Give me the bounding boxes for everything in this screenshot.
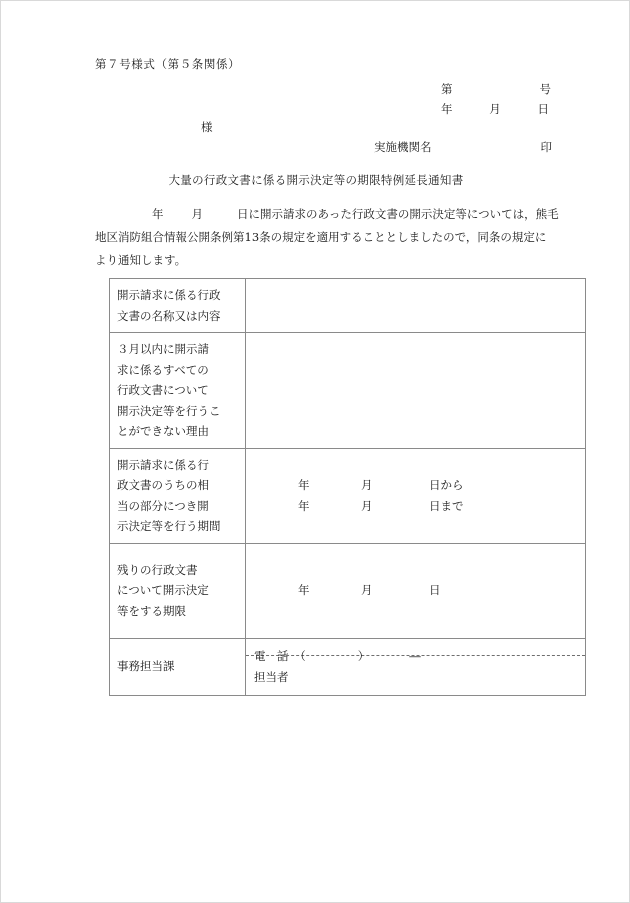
label-reason-line-4: 開示決定等を行うこ [117,403,221,418]
body-year-label: 年 [152,207,164,221]
body-line-1 [95,203,559,226]
value-document-name[interactable] [246,279,586,333]
label-reason-line-1: ３月以内に開示請 [117,342,209,356]
label-contact-section [110,638,246,695]
label-remaining-deadline-line-2 [117,580,238,601]
contact-telephone-line [254,646,577,667]
document-number-label: 第 [441,82,453,96]
date-year-label: 年 [441,102,453,116]
partial-period-to-month: 月 [361,498,373,513]
body-paragraph [95,203,559,272]
label-partial-period-line-4: 示決定等を行う期間 [117,519,221,533]
notification-form-table [109,278,586,696]
value-remaining-deadline[interactable] [246,543,586,638]
label-remaining-deadline [110,543,246,638]
value-reason[interactable] [246,333,586,449]
label-partial-period-line-2: 政文書のうちの相 [117,478,209,492]
label-remaining-deadline-line-3 [117,601,238,622]
label-remaining-deadline-line-1-text: 残りの行政文書 [117,562,198,577]
label-reason [110,333,246,449]
addressee-suffix: 様 [201,120,213,134]
label-reason-line-2: 求に係るすべての [117,362,209,377]
value-contact-section[interactable] [246,638,586,695]
document-number-unit: 号 [539,82,551,96]
label-remaining-deadline-line-2-text: について開示決定 [117,583,209,598]
table-row-document-name [110,279,586,333]
partial-period-from-year: 年 [298,478,310,492]
label-remaining-deadline-line-1 [117,560,238,581]
seal-mark-icon: 印 [540,140,552,154]
document-date-row [441,99,551,119]
partial-period-from-day: 日から [429,478,464,492]
contact-telephone-dash: ― [409,648,421,663]
label-reason-line-5: とができない理由 [117,424,209,438]
label-partial-period-line-3: 当の部分につき開 [117,498,209,513]
table-row-contact [110,638,586,695]
label-document-name-line-1: 開示請求に係る行政 [117,288,221,302]
remaining-deadline-year: 年 [298,583,310,598]
table-row-partial-period [110,448,586,543]
contact-telephone-paren-close: ） [357,648,370,663]
contact-person-line: 担当者 [254,669,289,684]
remaining-deadline-month: 月 [361,583,373,598]
label-document-name [110,279,246,333]
body-line-1-rest: 日に開示請求のあった行政文書の開示決定等については，熊毛 [237,207,559,221]
contact-detail-lines [254,646,577,688]
partial-period-to-day: 日まで [429,498,464,513]
value-partial-period[interactable] [246,448,586,543]
document-number-row [441,79,551,99]
remaining-deadline-day: 日 [429,583,441,598]
date-month-label: 月 [489,102,501,116]
table-row-remaining-deadline [110,543,586,638]
label-contact-text [117,656,238,677]
contact-telephone-label: 電 話 （ [254,648,306,663]
partial-period-from [254,475,577,496]
date-day-label: 日 [537,102,549,116]
label-reason-line-3: 行政文書について [117,383,209,397]
issuer-block [374,139,552,155]
label-partial-period [110,448,246,543]
partial-period-to [254,496,577,517]
partial-period-from-month: 月 [361,478,373,492]
issuer-label: 実施機関名 [374,140,432,154]
body-line-2: 地区消防組合情報公開条例第13条の規定を適用することとしましたので，同条の規定に [95,230,547,244]
document-reference-block [441,79,551,119]
page-title: 大量の行政文書に係る開示決定等の期限特例延長通知書 [168,173,464,187]
body-line-3: より通知します。 [95,253,187,267]
table-row-reason [110,333,586,449]
partial-period-to-year: 年 [298,498,310,513]
label-remaining-deadline-line-3-text: 等をする期限 [117,603,186,618]
body-month-label: 月 [191,207,203,221]
label-contact-value: 事務担当課 [117,659,175,674]
label-partial-period-line-1: 開示請求に係る行 [117,457,209,472]
form-number: 第７号様式（第５条関係） [95,57,241,71]
label-document-name-line-2: 文書の名称又は内容 [117,308,221,323]
remaining-deadline-date [254,580,577,601]
